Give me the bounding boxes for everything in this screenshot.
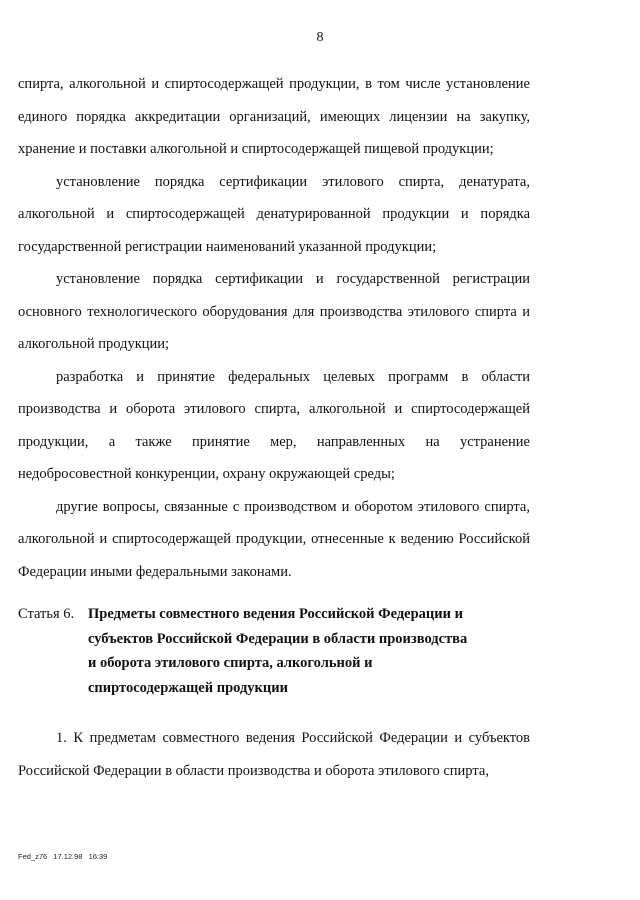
footer-date: 17.12.98 bbox=[53, 852, 83, 861]
article-title bbox=[88, 602, 468, 700]
article-label: Статья 6. bbox=[18, 606, 75, 622]
spacer bbox=[18, 700, 530, 722]
article-title-line-3: и оборота этилового спирта, алкогольной и bbox=[88, 655, 373, 671]
footer-file: Fed_z76 bbox=[18, 852, 48, 861]
page-number: 8 bbox=[316, 30, 324, 45]
paragraph-5: другие вопросы, связанные с производством и оборотом этилового спирта, алкогольной и спиртосодержащей продукции, отнесенные к ведению Российской Федерации иными федеральными законами. bbox=[18, 498, 530, 580]
article-title-line-1: Предметы совместного ведения Российской Федерации и bbox=[88, 606, 463, 622]
paragraph-1: спирта, алкогольной и спиртосодержащей продукции, в том числе установление единого порядка аккредитации организаций, имеющих лицензии на закупку, хранение и поставки алкогольной и спиртосодержащей пищевой продукции; bbox=[18, 76, 530, 157]
article-title-line-2: субъектов Российской Федерации в области производства bbox=[88, 630, 468, 647]
paragraph-2: установление порядка сертификации этилового спирта, денатурата, алкогольной и спиртосодержащей денатурированной продукции и порядка государственной регистрации наименований указанной продукции; bbox=[18, 173, 530, 255]
paragraph-4: разработка и принятие федеральных целевых программ в области производства и оборота этилового спирта, алкогольной и спиртосодержащей продукции, а также принятие мер, направленных на устранение недобросовестной конкуренции, охрану окружающей среды; bbox=[18, 368, 530, 482]
article-heading bbox=[18, 602, 530, 700]
body-text bbox=[18, 68, 530, 787]
footer-time: 16:39 bbox=[88, 852, 108, 861]
footer bbox=[18, 852, 111, 861]
paragraph-3: установление порядка сертификации и государственной регистрации основного технологического оборудования для производства этилового спирта и алкогольной продукции; bbox=[18, 271, 530, 352]
paragraph-6: 1. К предметам совместного ведения Российской Федерации и субъектов Российской Федерации в области производства и оборота этилового спирта, bbox=[18, 730, 530, 779]
article-title-line-4: спиртосодержащей продукции bbox=[88, 679, 288, 696]
